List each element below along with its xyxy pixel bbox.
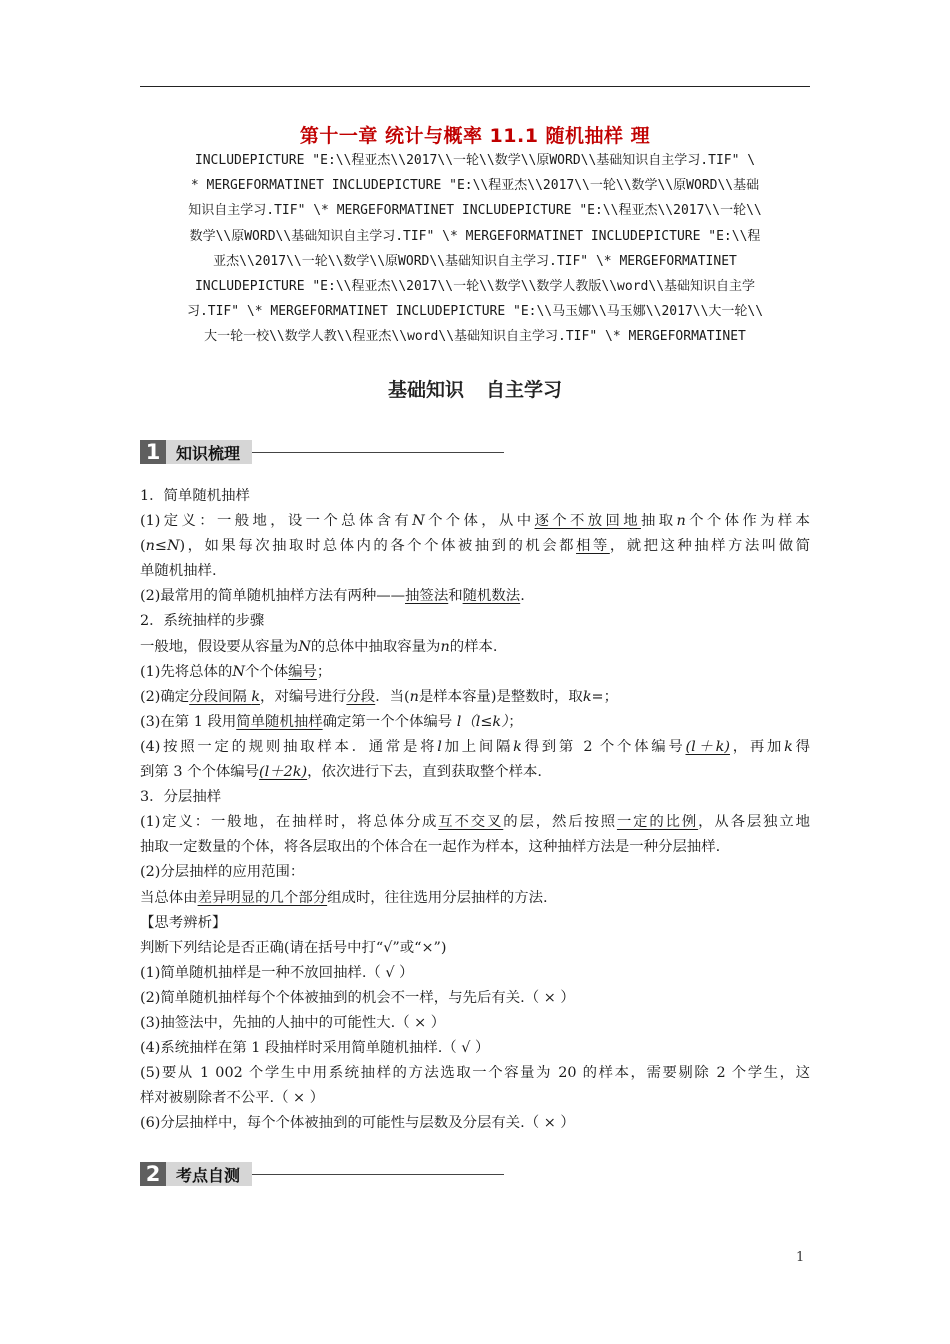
answer-blank: 编号 xyxy=(288,663,317,680)
section-rule xyxy=(252,452,504,453)
section-header-self-test xyxy=(140,1162,504,1186)
judgement-item: (2)简单随机抽样每个个体被抽到的机会不一样，与先后有关.（ × ） xyxy=(140,989,575,1006)
answer-blank: 随机数法 xyxy=(462,588,521,605)
field-code-line: 数学\\原WORD\\基础知识自主学习.TIF" \* MERGEFORMATINET INCLUDEPICTURE "E:\\程 xyxy=(189,228,761,244)
text-line: (2)分层抽样的应用范围： xyxy=(140,864,305,881)
heading-simple-random-sampling: 1．简单随机抽样 xyxy=(140,488,250,504)
answer-blank: 相等 xyxy=(576,538,610,555)
section-header-knowledge xyxy=(140,440,504,464)
think-discriminate-heading: 【思考辨析】 xyxy=(140,914,227,931)
answer-blank: 一定的比例 xyxy=(616,814,699,831)
text-line: (1)先将总体的N个个体编号； xyxy=(140,663,332,680)
judgement-item: (3)抽签法中，先抽的人抽中的可能性大.（ × ） xyxy=(140,1014,446,1031)
answer-blank: 分段间隔 k xyxy=(189,688,261,705)
answer-blank: 分段 xyxy=(346,688,376,705)
field-code-line: INCLUDEPICTURE "E:\\程亚杰\\2017\\一轮\\数学\\原WORD\\基础知识自主学习.TIF" \ xyxy=(194,153,756,168)
field-code-line: INCLUDEPICTURE "E:\\程亚杰\\2017\\一轮\\数学\\数学人教版\\word\\基础知识自主学 xyxy=(194,278,756,294)
text-line: 判断下列结论是否正确(请在括号中打“√”或“×”) xyxy=(140,939,447,956)
answer-blank: 差异明显的几个部分 xyxy=(197,889,328,906)
text-line: 单随机抽样. xyxy=(140,563,217,580)
section-rule xyxy=(252,1174,504,1175)
section-number: 1 xyxy=(140,440,166,464)
answer-blank: (l＋2k) xyxy=(259,764,308,781)
judgement-item: 样对被剔除者不公平.（ × ） xyxy=(140,1090,325,1107)
judgement-item: (1)简单随机抽样是一种不放回抽样.（ √ ） xyxy=(140,964,414,981)
top-rule xyxy=(140,86,810,87)
includepicture-field-codes xyxy=(140,148,810,350)
knowledge-body xyxy=(140,484,810,1136)
answer-blank: 简单随机抽样 xyxy=(236,713,323,730)
answer-blank: 抽签法 xyxy=(405,588,449,605)
text-line: (2)最常用的简单随机抽样方法有两种——抽签法和随机数法. xyxy=(140,588,525,605)
judgement-item: (6)分层抽样中，每个个体被抽到的可能性与层数及分层有关.（ × ） xyxy=(140,1115,575,1132)
section-label: 考点自测 xyxy=(166,1162,252,1186)
page-number: 1 xyxy=(796,1250,805,1265)
field-code-line: * MERGEFORMATINET INCLUDEPICTURE "E:\\程亚杰\\2017\\一轮\\数学\\原WORD\\基础 xyxy=(190,178,760,194)
text-line: (4)按照一定的规则抽取样本．通常是将l加上间隔k得到第 2 个个体编号(l＋k)，再加k得 xyxy=(140,738,810,755)
answer-blank: 逐个不放回地 xyxy=(534,513,641,530)
section-subheading: 基础知识 自主学习 xyxy=(387,379,563,401)
field-code-line: 亚杰\\2017\\一轮\\数学\\原WORD\\基础知识自主学习.TIF" \* MERGEFORMATINET xyxy=(213,253,737,269)
text-line: 抽取一定数量的个体，将各层取出的个体合在一起作为样本，这种抽样方法是一种分层抽样. xyxy=(140,839,721,856)
answer-blank: 互不交叉 xyxy=(438,814,504,831)
judgement-item: (5)要从 1 002 个学生中用系统抽样的方法选取一个容量为 20 的样本，需要剔除 2 个学生，这 xyxy=(140,1065,810,1082)
document-title: 第十一章 统计与概率 11.1 随机抽样 理 xyxy=(299,125,651,147)
section-number: 2 xyxy=(140,1162,166,1186)
judgement-item: (4)系统抽样在第 1 段抽样时采用简单随机抽样.（ √ ） xyxy=(140,1040,490,1057)
answer-blank: (l＋k) xyxy=(685,738,730,755)
text-line: (2)确定分段间隔 k，对编号进行分段．当(n是样本容量)是整数时，取k=； xyxy=(140,688,618,705)
text-line: (1)定义：一般地，在抽样时，将总体分成互不交叉的层，然后按照一定的比例，从各层独立地 xyxy=(140,814,810,831)
field-code-line: 习.TIF" \* MERGEFORMATINET INCLUDEPICTURE "E:\\马玉娜\\马玉娜\\2017\\大一轮\\ xyxy=(186,304,764,320)
heading-stratified-sampling: 3．分层抽样 xyxy=(140,789,222,806)
text-line: 一般地，假设要从容量为N的总体中抽取容量为n的样本. xyxy=(140,638,498,655)
text-line: (n≤N)，如果每次抽取时总体内的各个个体被抽到的机会都相等，就把这种抽样方法叫做简 xyxy=(140,538,810,555)
text-line: 到第 3 个个体编号(l＋2k)，依次进行下去，直到获取整个样本. xyxy=(140,764,542,781)
field-code-line: 知识自主学习.TIF" \* MERGEFORMATINET INCLUDEPICTURE "E:\\程亚杰\\2017\\一轮\\ xyxy=(188,203,762,219)
field-code-line: 大一轮一校\\数学人教\\程亚杰\\word\\基础知识自主学习.TIF" \* MERGEFORMATINET xyxy=(204,329,746,345)
section-label: 知识梳理 xyxy=(166,440,252,464)
heading-systematic-sampling: 2．系统抽样的步骤 xyxy=(140,613,265,630)
text-line: (1)定义：一般地，设一个总体含有N个个体，从中逐个不放回地抽取n个个体作为样本 xyxy=(140,513,810,530)
text-line: (3)在第 1 段用简单随机抽样确定第一个个体编号 l（l≤k）； xyxy=(140,713,523,730)
text-line: 当总体由差异明显的几个部分组成时，往往选用分层抽样的方法. xyxy=(140,889,548,906)
